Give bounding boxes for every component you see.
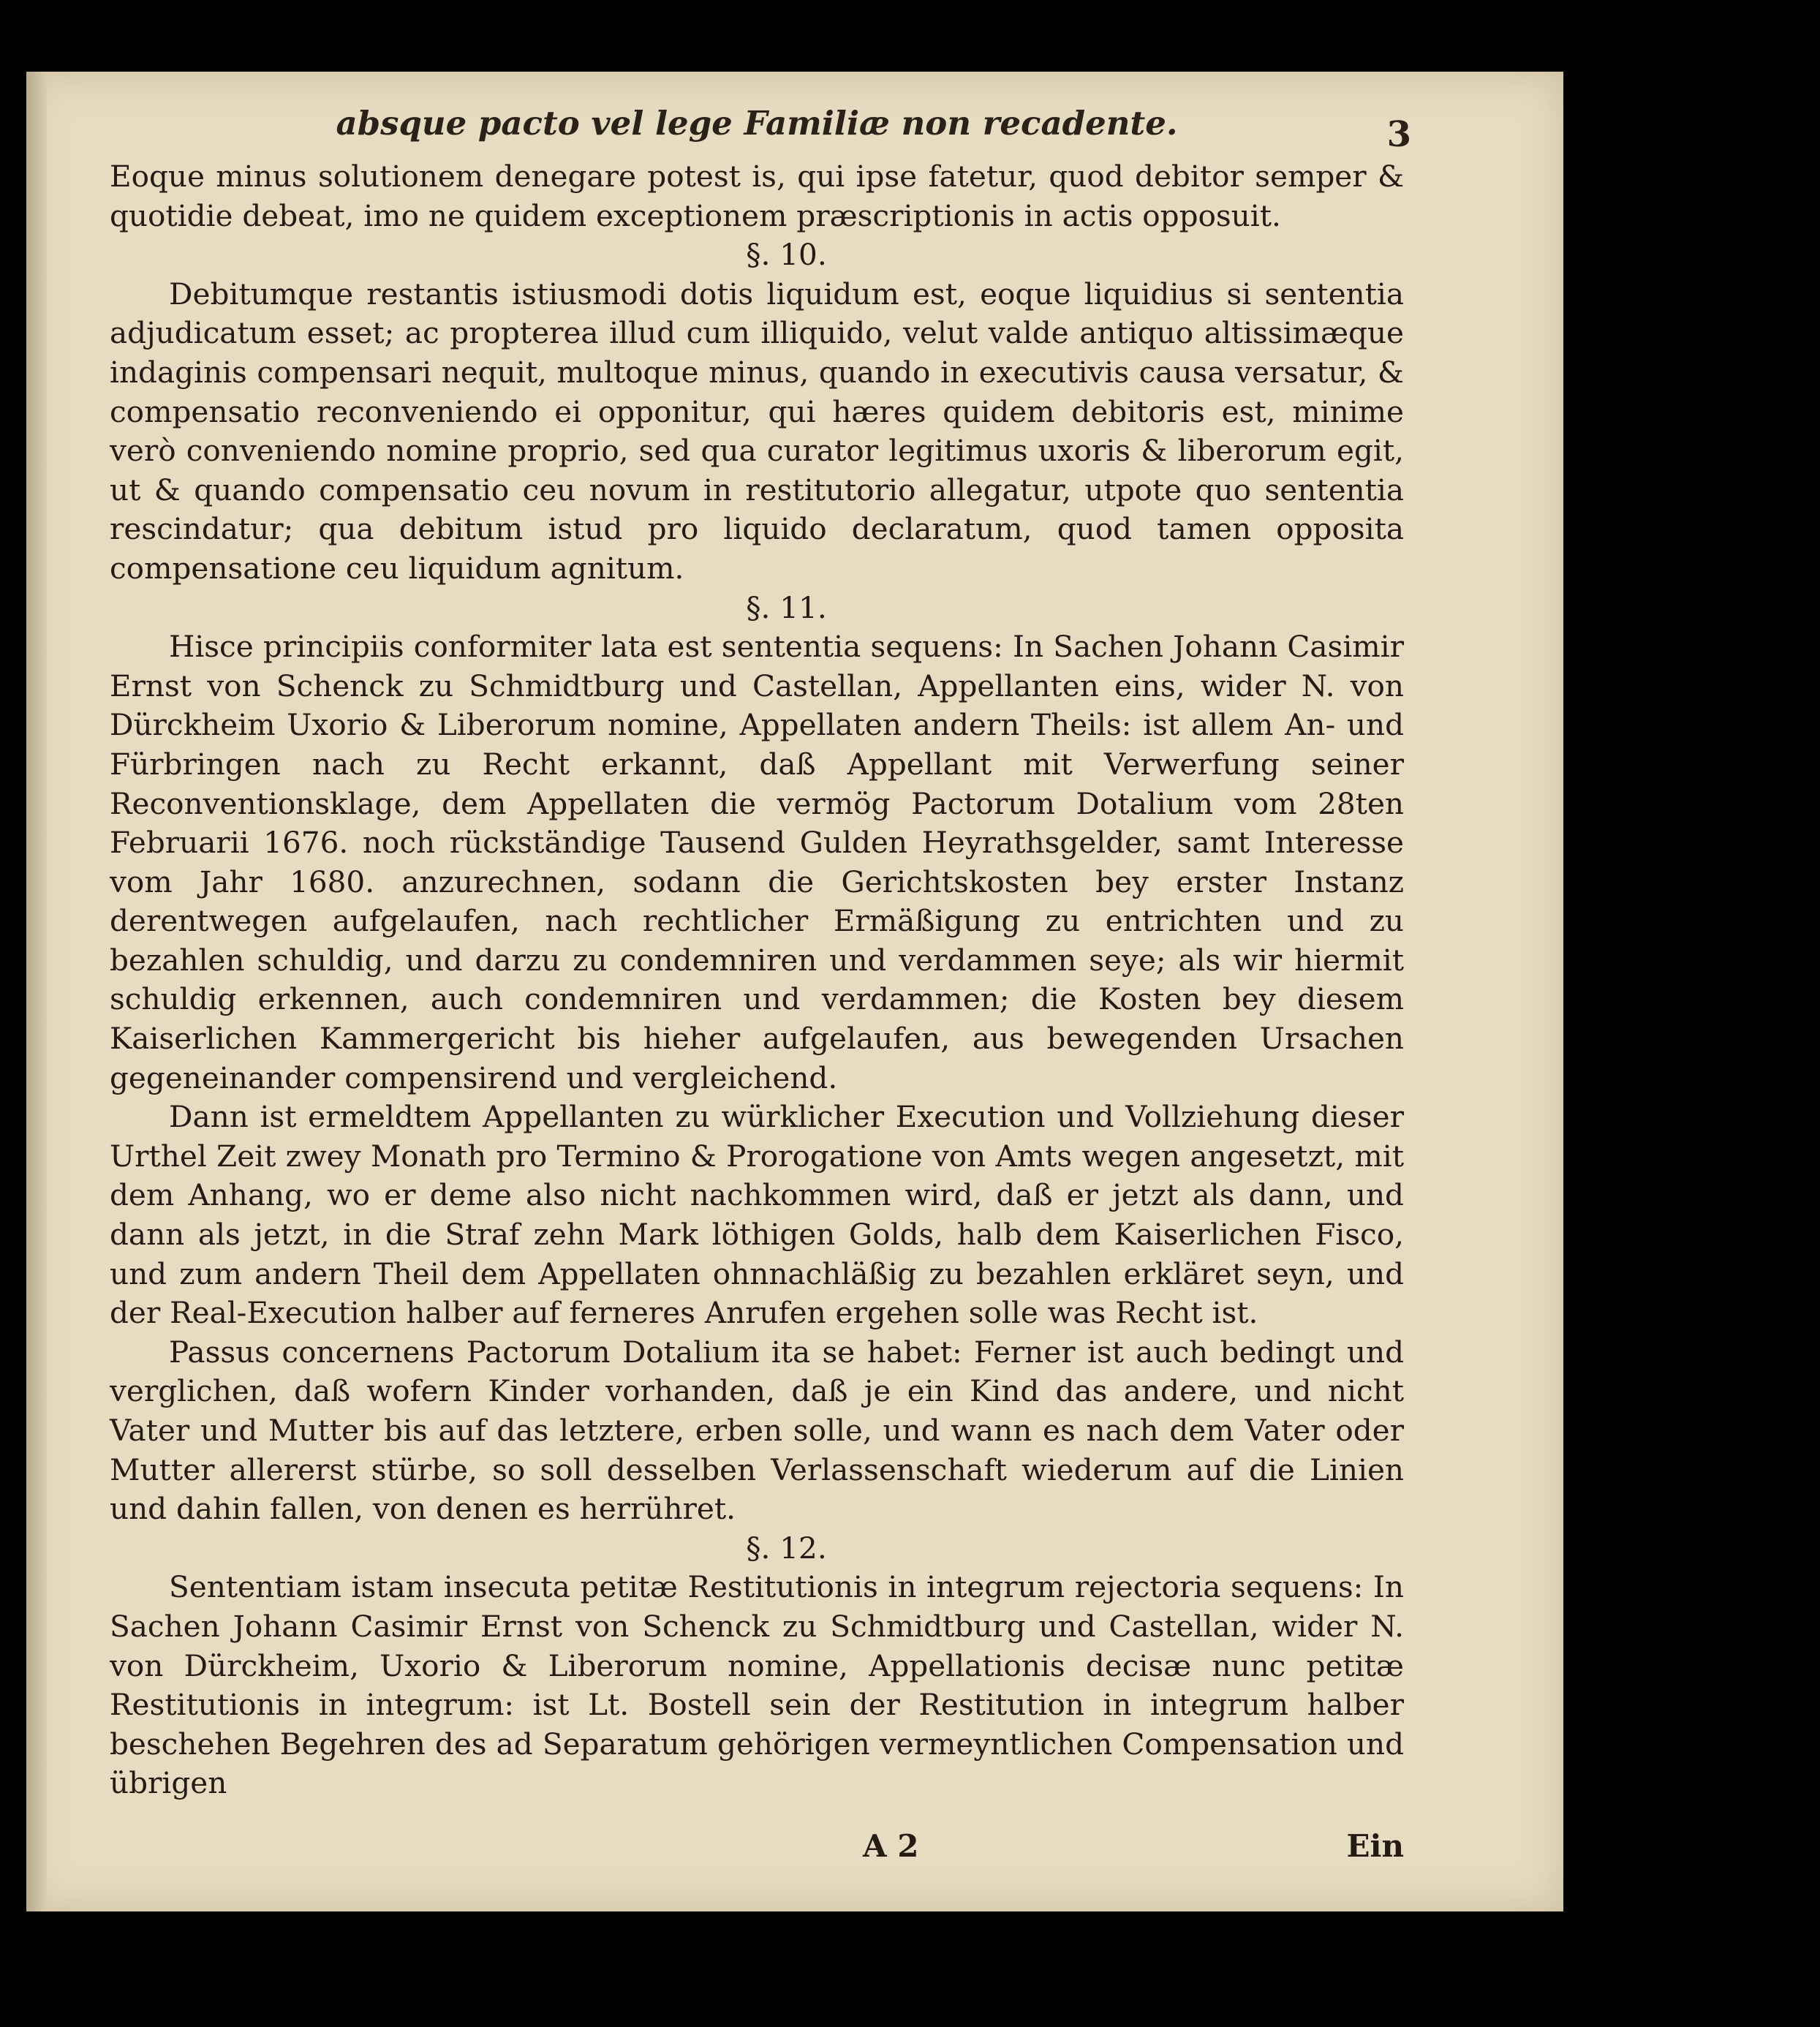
body-paragraph: Passus concernens Pactorum Dotalium ita se habet: Ferner ist auch bedingt und verglichen, daß wofern Kinder vorhanden, daß je ein Kind das andere, und nicht Vater und Mutter bis auf das letztere, erben solle, und wann es nach dem Vater oder Mutter allererst stürbe, so soll desselben Verlassenschaft wiederum auf die Linien und dahin fallen, von denen es herrühret. [110, 1334, 1404, 1527]
page-spine-shadow [26, 72, 47, 1911]
section-heading: §. 10. [746, 237, 827, 273]
page-number: 3 [1386, 114, 1411, 155]
body-paragraph: Hisce principiis conformiter lata est sententia sequens: In Sachen Johann Casimir Ernst von Schenck zu Schmidtburg und Castellan, Appellanten eins, wider N. von Dürckheim Uxorio & Liberorum nomine, Appellaten andern Theils: ist allem An- und Fürbringen nach zu Recht erkannt, daß Appellant mit Verwerfung seiner Reconventionsklage, dem Appellaten die vermög Pactorum Dotalium vom 28ten Februarii 1676. noch rückständige Tausend Gulden Heyrathsgelder, samt Interesse vom Jahr 1680. anzurechnen, sodann die Gerichtskosten bey erster Instanz derentwegen aufgelaufen, nach rechtlicher Ermäßigung zu entrichten und zu bezahlen schuldig, und darzu zu condemniren und verdammen seye; als wir hiermit schuldig erkennen, auch condemniren und verdammen; die Kosten bey diesem Kaiserlichen Kammergericht bis hieher aufgelaufen, aus bewegenden Ursachen gegeneinander compensirend und vergleichend. [110, 629, 1404, 1095]
section-heading: §. 11. [746, 589, 827, 625]
signature-mark: A 2 [863, 1828, 919, 1864]
body-paragraph: Dann ist ermeldtem Appellanten zu würklicher Execution und Vollziehung dieser Urthel Zeit zwey Monath pro Termino & Prorogatione von Amts wegen angesetzt, mit dem Anhang, wo er deme also nicht nachkommen wird, daß er jetzt als dann, und dann als jetzt, in die Straf zehn Mark löthigen Golds, halb dem Kaiserlichen Fisco, und zum andern Theil dem Appellaten ohnnachläßig zu bezahlen erkläret seyn, und der Real-Execution halber auf ferneres Anrufen ergehen solle was Recht ist. [110, 1099, 1404, 1331]
body-paragraph: Eoque minus solutionem denegare potest is, qui ipse fatetur, quod debitor semper & quotidie debeat, imo ne quidem exceptionem præscriptionis in actis opposuit. [110, 159, 1404, 233]
body-paragraph: Sententiam istam insecuta petitæ Restitutionis in integrum rejectoria sequens: In Sachen Johann Casimir Ernst von Schenck zu Schmidtburg und Castellan, wider N. von Dürckheim, Uxorio & Liberorum nomine, Appellationis decisæ nunc petitæ Restitutionis in integrum: ist Lt. Bostell sein der Restitution in integrum halber beschehen Begehren des ad Separatum gehörigen vermeyntlichen Compensation und übrigen [110, 1569, 1404, 1801]
catchword: Ein [1346, 1828, 1404, 1864]
page-footer [110, 1828, 1404, 1879]
running-title: absque pacto vel lege Familiæ non recadente. [336, 104, 1178, 143]
page-header [110, 104, 1411, 155]
body-paragraph: Debitumque restantis istiusmodi dotis liquidum est, eoque liquidius si sententia adjudicatum esset; ac propterea illud cum illiquido, velut valde antiquo altissimæque indaginis compensari nequit, multoque minus, quando in executivis causa versatur, & compensatio reconveniendo ei opponitur, qui hæres quidem debitoris est, minime verò conveniendo nomine proprio, sed qua curator legitimus uxoris & liberorum egit, ut & quando compensatio ceu novum in restitutorio allegatur, utpote quo sententia rescindatur; qua debitum istud pro liquido declaratum, quod tamen opposita compensatione ceu liquidum agnitum. [110, 276, 1404, 586]
section-heading: §. 12. [746, 1530, 827, 1566]
page-body [110, 157, 1404, 1803]
